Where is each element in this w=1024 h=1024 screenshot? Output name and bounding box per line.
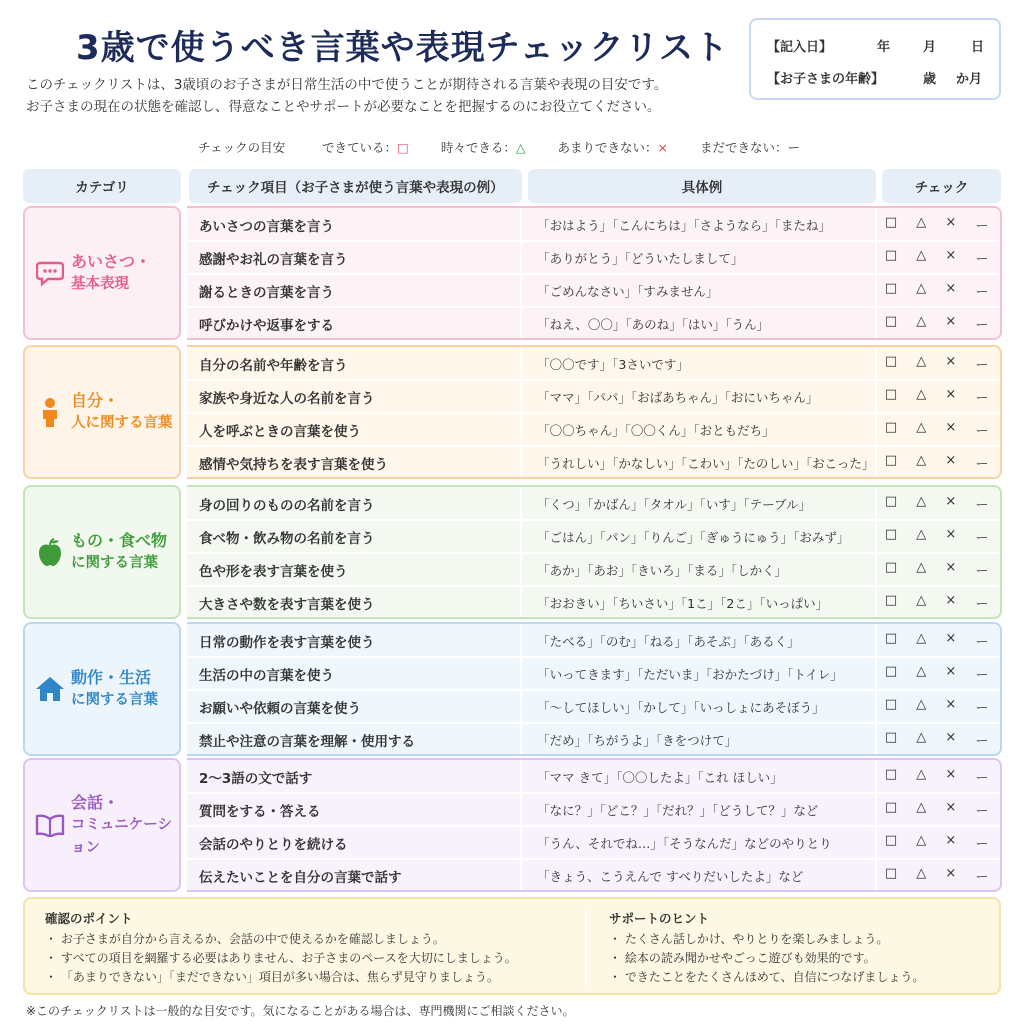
example-text: 「たべる」「のむ」「ねる」「あそぶ」「あるく」	[537, 633, 800, 649]
row-separator	[187, 519, 1000, 521]
example-text: 「ごめんなさい」「すみません」	[537, 283, 719, 299]
check-option[interactable]: ー	[975, 635, 989, 650]
check-item: 2〜3語の文で話す	[199, 770, 313, 787]
header-item: チェック項目（お子さまが使う言葉や表現の例）	[189, 169, 522, 203]
category-cell	[23, 485, 181, 619]
check-item: 謝るときの言葉を言う	[199, 284, 334, 301]
check-option[interactable]: □	[884, 866, 898, 881]
check-option[interactable]: △	[916, 453, 927, 468]
column-divider	[520, 487, 522, 617]
row-separator	[187, 585, 1000, 587]
example-text: 「くつ」「かばん」「タオル」「いす」「テーブル」	[537, 496, 812, 512]
table-row	[187, 413, 1000, 446]
check-item: 人を呼ぶときの言葉を使う	[199, 423, 361, 440]
age-years-unit: 歳	[923, 72, 937, 87]
column-divider	[875, 624, 877, 754]
table-row	[187, 793, 1000, 826]
example-text: 「おおきい」「ちいさい」「1こ」「2こ」「いっぱい」	[537, 595, 829, 611]
support-hints	[609, 909, 924, 987]
check-options	[875, 420, 1000, 439]
example-text: 「うれしい」「かなしい」「こわい」「たのしい」「おこった」	[537, 455, 875, 471]
legend-can: できている：□	[322, 140, 409, 155]
legend-sometimes: 時々できる：△	[440, 140, 526, 155]
example-text: 「ごはん」「パン」「りんご」「ぎゅうにゅう」「おみず」	[537, 529, 850, 545]
check-options	[875, 281, 1000, 300]
check-item: 生活の中の言葉を使う	[199, 667, 334, 684]
check-option[interactable]: ×	[945, 866, 957, 881]
legend-rarely: あまりできない：×	[557, 140, 668, 155]
check-option[interactable]: ー	[975, 564, 989, 579]
check-options	[875, 631, 1000, 650]
example-text: 「ママ」「パパ」「おばあちゃん」「おにいちゃん」	[537, 389, 819, 405]
check-option[interactable]: □	[884, 494, 898, 509]
check-legend	[198, 138, 832, 156]
example-text: 「いってきます」「ただいま」「おかたづけ」「トイレ」	[537, 666, 843, 682]
check-options	[875, 453, 1000, 472]
check-option[interactable]: △	[916, 281, 927, 296]
age-label: 【お子さまの年齢】	[767, 72, 885, 87]
footnote: ※このチェックリストは一般的な目安です。気になることがある場合は、専門機関にご相談ください。	[26, 1004, 575, 1018]
check-option[interactable]: ー	[975, 837, 989, 852]
check-option[interactable]: ×	[945, 314, 957, 329]
table-row	[187, 859, 1000, 892]
check-option[interactable]: ー	[975, 771, 989, 786]
check-option[interactable]: △	[916, 664, 927, 679]
intro-line-2: お子さまの現在の状態を確認し、得意なことやサポートが必要なことを把握するのにお役立てください。	[26, 99, 661, 115]
check-option[interactable]: △	[916, 697, 927, 712]
check-option[interactable]: ×	[945, 697, 957, 712]
row-separator	[187, 273, 1000, 275]
check-item: 会話のやりとりを続ける	[199, 836, 348, 853]
legend-title: チェックの目安	[198, 140, 286, 155]
check-item: あいさつの言葉を言う	[199, 218, 334, 235]
check-option[interactable]: □	[884, 354, 898, 369]
check-option[interactable]: □	[884, 215, 898, 230]
check-option[interactable]: ー	[975, 219, 989, 234]
column-divider	[520, 760, 522, 890]
check-point-1: ・ お子さまが自分から言えるか、会話の中で使えるかを確認しましょう。	[45, 932, 445, 946]
example-text: 「ありがとう」「どういたしまして」	[537, 250, 744, 266]
check-option[interactable]: ×	[945, 527, 957, 542]
column-divider	[875, 760, 877, 890]
support-hint-1: ・ たくさん話しかけ、やりとりを楽しみましょう。	[609, 932, 889, 946]
check-point-3: ・ 「あまりできない」「まだできない」項目が多い場合は、焦らず見守りましょう。	[45, 970, 499, 984]
check-options	[875, 248, 1000, 267]
example-text: 「〇〇ちゃん」「〇〇くん」「おともだち」	[537, 422, 775, 438]
check-option[interactable]: □	[884, 697, 898, 712]
page-title: 3歳で使うべき言葉や表現チェックリスト	[76, 28, 729, 68]
check-options	[875, 314, 1000, 333]
month-unit: 月	[923, 40, 937, 55]
check-option[interactable]: ×	[945, 560, 957, 575]
check-option[interactable]: □	[884, 281, 898, 296]
category-rows	[187, 345, 1002, 479]
check-option[interactable]: △	[916, 730, 927, 745]
category-rows	[187, 758, 1002, 892]
check-item: 感情や気持ちを表す言葉を使う	[199, 456, 388, 473]
check-option[interactable]: △	[916, 631, 927, 646]
check-option[interactable]: ー	[975, 668, 989, 683]
row-separator	[187, 552, 1000, 554]
person-icon	[35, 397, 65, 427]
check-option[interactable]: ×	[945, 281, 957, 296]
support-hint-2: ・ 絵本の読み聞かせやごっこ遊びも効果的です。	[609, 951, 876, 965]
check-option[interactable]: □	[884, 420, 898, 435]
check-option[interactable]: ー	[975, 285, 989, 300]
check-option[interactable]: □	[884, 631, 898, 646]
category-cell	[23, 622, 181, 756]
check-item: 大きさや数を表す言葉を使う	[199, 596, 375, 613]
row-separator	[187, 379, 1000, 381]
check-option[interactable]: ー	[975, 804, 989, 819]
check-option[interactable]: ×	[945, 730, 957, 745]
table-row	[187, 826, 1000, 859]
check-options	[875, 215, 1000, 234]
example-text: 「なに？」「どこ？」「だれ？」「どうして？」など	[537, 802, 819, 818]
check-item: 身の回りのものの名前を言う	[199, 497, 375, 514]
example-text: 「おはよう」「こんにちは」「さようなら」「またね」	[537, 217, 831, 233]
column-divider	[875, 347, 877, 477]
check-option[interactable]: ×	[945, 215, 957, 230]
apple-icon	[35, 537, 65, 567]
check-option[interactable]: □	[884, 387, 898, 402]
check-options	[875, 800, 1000, 819]
category-cell	[23, 345, 181, 479]
check-option[interactable]: ×	[945, 767, 957, 782]
check-option[interactable]: △	[916, 420, 927, 435]
check-item: 自分の名前や年齢を言う	[199, 357, 348, 374]
check-option[interactable]: □	[884, 593, 898, 608]
check-option[interactable]: △	[916, 560, 927, 575]
check-option[interactable]: ×	[945, 453, 957, 468]
example-text: 「ねえ、〇〇」「あのね」「はい」「うん」	[537, 316, 770, 332]
legend-not-yet: まだできない：ー	[699, 140, 800, 155]
check-item: 家族や身近な人の名前を言う	[199, 390, 375, 407]
check-point-2: ・ すべての項目を網羅する必要はありません、お子さまのペースを大切にしましょう。	[45, 951, 517, 965]
check-option[interactable]: ー	[975, 424, 989, 439]
row-separator	[187, 722, 1000, 724]
category-label: 動作・生活 に関する言葉	[71, 668, 158, 708]
row-separator	[187, 412, 1000, 414]
table-row	[187, 657, 1000, 690]
book-icon	[35, 810, 65, 840]
category-label: あいさつ・ 基本表現	[71, 252, 152, 292]
check-item: お願いや依頼の言葉を使う	[199, 700, 361, 717]
table-row	[187, 347, 1000, 380]
check-option[interactable]: □	[884, 560, 898, 575]
check-option[interactable]: △	[916, 387, 927, 402]
row-separator	[187, 240, 1000, 242]
tips-box	[23, 897, 1001, 995]
support-hints-title: サポートのヒント	[609, 911, 710, 926]
check-option[interactable]: ×	[945, 420, 957, 435]
check-option[interactable]: ×	[945, 593, 957, 608]
table-row	[187, 208, 1000, 241]
check-option[interactable]: ×	[945, 833, 957, 848]
example-text: 「うん、それでね…」「そうなんだ」などのやりとり	[537, 835, 832, 851]
date-box	[749, 18, 1001, 100]
example-text: 「あか」「あお」「きいろ」「まる」「しかく」	[537, 562, 788, 578]
check-option[interactable]: □	[884, 527, 898, 542]
check-item: 質問をする・答える	[199, 803, 321, 820]
check-option[interactable]: ー	[975, 531, 989, 546]
check-options	[875, 560, 1000, 579]
entry-date-label: 【記入日】	[767, 40, 833, 55]
check-options	[875, 767, 1000, 786]
table-row	[187, 624, 1000, 657]
category-rows	[187, 206, 1002, 340]
check-option[interactable]: △	[916, 215, 927, 230]
row-separator	[187, 306, 1000, 308]
check-option[interactable]: △	[916, 494, 927, 509]
check-options	[875, 664, 1000, 683]
row-separator	[187, 445, 1000, 447]
check-option[interactable]: ー	[975, 391, 989, 406]
check-option[interactable]: □	[884, 730, 898, 745]
check-option[interactable]: △	[916, 248, 927, 263]
intro-line-1: このチェックリストは、3歳頃のお子さまが日常生活の中で使うことが期待される言葉や表現の目安です。	[26, 77, 668, 93]
check-option[interactable]: △	[916, 527, 927, 542]
check-option[interactable]: ×	[945, 631, 957, 646]
category-label: 自分・ 人に関する言葉	[71, 391, 173, 431]
check-item: 食べ物・飲み物の名前を言う	[199, 530, 375, 547]
check-item: 日常の動作を表す言葉を使う	[199, 634, 375, 651]
example-text: 「きょう、こうえんで すべりだいしたよ」など	[537, 868, 804, 884]
check-option[interactable]: □	[884, 248, 898, 263]
row-separator	[187, 656, 1000, 658]
check-options	[875, 730, 1000, 749]
category-cell	[23, 758, 181, 892]
check-option[interactable]: □	[884, 453, 898, 468]
category-cell	[23, 206, 181, 340]
tips-divider	[585, 911, 587, 985]
check-item: 色や形を表す言葉を使う	[199, 563, 348, 580]
table-row	[187, 380, 1000, 413]
column-divider	[875, 487, 877, 617]
check-options	[875, 527, 1000, 546]
check-option[interactable]: △	[916, 767, 927, 782]
check-option[interactable]: ×	[945, 800, 957, 815]
check-option[interactable]: △	[916, 833, 927, 848]
speech-bubble-icon	[35, 258, 65, 288]
check-item: 呼びかけや返事をする	[199, 317, 334, 334]
check-options	[875, 697, 1000, 716]
check-option[interactable]: □	[884, 833, 898, 848]
table-row	[187, 723, 1000, 756]
header-category: カテゴリ	[23, 169, 181, 203]
check-option[interactable]: ー	[975, 701, 989, 716]
category-label: 会話・ コミュニケーション	[71, 792, 172, 856]
check-option[interactable]: △	[916, 800, 927, 815]
check-options	[875, 494, 1000, 513]
check-option[interactable]: ー	[975, 318, 989, 333]
table-row	[187, 446, 1000, 479]
check-option[interactable]: □	[884, 314, 898, 329]
check-option[interactable]: ー	[975, 498, 989, 513]
row-separator	[187, 792, 1000, 794]
row-separator	[187, 689, 1000, 691]
check-options	[875, 593, 1000, 612]
check-option[interactable]: ー	[975, 597, 989, 612]
check-option[interactable]: ー	[975, 870, 989, 885]
check-option[interactable]: ×	[945, 664, 957, 679]
table-row	[187, 274, 1000, 307]
check-options	[875, 833, 1000, 852]
column-divider	[520, 347, 522, 477]
example-text: 「だめ」「ちがうよ」「きをつけて」	[537, 732, 738, 748]
header-example: 具体例	[528, 169, 876, 203]
category-label: もの・食べ物 に関する言葉	[71, 531, 168, 571]
row-separator	[187, 858, 1000, 860]
intro-text	[26, 74, 667, 118]
table-row	[187, 690, 1000, 723]
check-option[interactable]: ×	[945, 387, 957, 402]
check-option[interactable]: □	[884, 664, 898, 679]
table-row	[187, 760, 1000, 793]
example-text: 「〜してほしい」「かして」「いっしょにあそぼう」	[537, 699, 825, 715]
table-row	[187, 553, 1000, 586]
house-icon	[35, 674, 65, 704]
check-item: 伝えたいことを自分の言葉で話す	[199, 869, 402, 886]
check-option[interactable]: ー	[975, 252, 989, 267]
support-hint-3: ・ できたことをたくさんほめて、自信につなげましょう。	[609, 970, 925, 984]
check-option[interactable]: ー	[975, 358, 989, 373]
check-options	[875, 354, 1000, 373]
year-unit: 年	[877, 40, 891, 55]
category-rows	[187, 485, 1002, 619]
check-option[interactable]: △	[916, 593, 927, 608]
table-row	[187, 520, 1000, 553]
column-divider	[520, 624, 522, 754]
header-check: チェック	[882, 169, 1001, 203]
check-option[interactable]: ×	[945, 494, 957, 509]
check-option[interactable]: △	[916, 354, 927, 369]
check-option[interactable]: ー	[975, 457, 989, 472]
check-item: 禁止や注意の言葉を理解・使用する	[199, 733, 415, 750]
table-row	[187, 487, 1000, 520]
age-months-unit: か月	[956, 72, 983, 87]
check-option[interactable]: △	[916, 314, 927, 329]
category-rows	[187, 622, 1002, 756]
check-options	[875, 387, 1000, 406]
example-text: 「ママ きて」「〇〇したよ」「これ ほしい」	[537, 769, 783, 785]
check-option[interactable]: □	[884, 767, 898, 782]
row-separator	[187, 825, 1000, 827]
check-options	[875, 866, 1000, 885]
check-option[interactable]: ×	[945, 354, 957, 369]
check-option[interactable]: □	[884, 800, 898, 815]
day-unit: 日	[971, 40, 985, 55]
column-divider	[520, 208, 522, 338]
check-points-title: 確認のポイント	[45, 911, 133, 926]
check-points	[45, 909, 517, 987]
table-row	[187, 586, 1000, 619]
example-text: 「〇〇です」「3さいです」	[537, 356, 689, 372]
column-divider	[875, 208, 877, 338]
table-row	[187, 241, 1000, 274]
check-option[interactable]: ×	[945, 248, 957, 263]
check-item: 感謝やお礼の言葉を言う	[199, 251, 348, 268]
check-option[interactable]: △	[916, 866, 927, 881]
table-row	[187, 307, 1000, 340]
check-option[interactable]: ー	[975, 734, 989, 749]
